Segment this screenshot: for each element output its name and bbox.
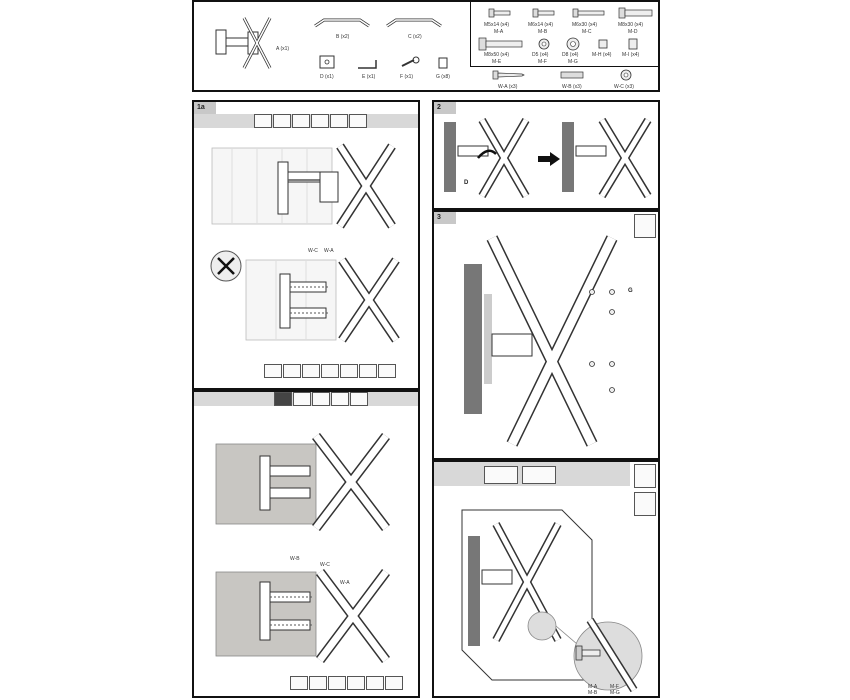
step-2-panel (432, 100, 660, 210)
spacer-mi-icon (628, 38, 638, 50)
step-1a-panel (192, 100, 420, 390)
screw-m5x14-icon (488, 8, 512, 18)
hw-1-code: M-B (538, 29, 548, 35)
pencil-tool-icon (311, 114, 329, 128)
wood-stud-fixing-illustration (246, 256, 406, 346)
wall-0-label: W-A (x3) (498, 84, 518, 90)
x-option-icon (522, 466, 556, 484)
x-mark-icon (347, 676, 365, 690)
hw-0-size: M5x14 (x4) (484, 22, 510, 28)
check-mark-icon (321, 364, 339, 378)
callout-4a-ma: M-A (588, 684, 598, 690)
x-mark-icon (359, 364, 377, 378)
screw-m8x50-icon (478, 38, 524, 50)
wall-plug-wb-icon (560, 70, 584, 80)
drill-tool-icon (254, 114, 272, 128)
washer-d8-icon (566, 37, 580, 51)
drill-bit-icon (273, 114, 291, 128)
parts-divider-vertical (470, 2, 471, 66)
step-2-result-illustration (562, 116, 654, 202)
drill-tool-icon (293, 392, 311, 406)
step-1a-tag: 1a (194, 102, 216, 114)
part-f-wrench-icon (400, 56, 420, 70)
x-mark-icon (366, 676, 384, 690)
hw-6-size: D8 (x4) (562, 52, 579, 58)
drill-small-icon (283, 364, 301, 378)
not-allowed-drywall-icon (210, 250, 242, 282)
screw-m8x30-icon (618, 8, 654, 18)
hw-1-size: M6x14 (x4) (528, 22, 554, 28)
callout-4a-mg: M-G (610, 690, 620, 696)
drill-small-icon (290, 676, 308, 690)
part-a-bracket-icon (214, 12, 274, 74)
wood-stud-icon (349, 114, 367, 128)
screwdriver-tool-icon (330, 114, 348, 128)
hw-3-code: M-D (628, 29, 638, 35)
step-4a-option-icons (484, 466, 556, 484)
callout-1b-wa: W-A (340, 580, 350, 586)
hw-7-size: M-H (x4) (592, 52, 612, 58)
part-c-arm-icon (384, 16, 444, 30)
check-option-icon (484, 466, 518, 484)
part-f-label: F (x1) (400, 74, 414, 80)
wrench-small-icon (378, 364, 396, 378)
tv-bracket-attach-illustration (462, 234, 642, 454)
hw-6-code: M-G (568, 59, 578, 65)
callout-1a-wc: W-C (308, 248, 318, 254)
spacer-mh-icon (598, 39, 608, 49)
hw-5-size: D5 (x4) (532, 52, 549, 58)
step-1b-footer-icons (290, 676, 403, 690)
callout-step2-d: D (464, 180, 469, 186)
hw-2-code: M-C (582, 29, 592, 35)
step-3-panel (432, 210, 660, 460)
hw-4-code: M-E (492, 59, 502, 65)
level-tool-icon (312, 392, 330, 406)
step-3-tag: 3 (434, 212, 456, 224)
part-c-label: C (x2) (408, 34, 422, 40)
pencil-tool-icon (331, 392, 349, 406)
concrete-wall-fixing-illustration (216, 568, 396, 668)
part-e-label: E (x1) (362, 74, 376, 80)
level-tool-icon (292, 114, 310, 128)
callout-1b-wc: W-C (320, 562, 330, 568)
part-g-spacer-icon (436, 56, 450, 70)
concrete-wall-illustration (216, 432, 396, 532)
wall-washer-wc-icon (620, 69, 632, 81)
step-1b-tool-icons (274, 392, 368, 406)
tv-mount-final-illustration (462, 500, 642, 696)
step-2-tag: 2 (434, 102, 456, 114)
callout-1b-wb: W-B (290, 556, 300, 562)
step-1a-tool-icons (254, 114, 367, 128)
stud-wall-icon (264, 364, 282, 378)
callout-4a-mf: M-F (610, 684, 619, 690)
parts-divider-horizontal (470, 66, 660, 67)
part-g-label: G (x8) (436, 74, 450, 80)
hw-2-size: M6x30 (x4) (572, 22, 598, 28)
part-a-label: A (x1) (276, 46, 290, 52)
screwdriver-tool-icon (350, 392, 368, 406)
step-1a-footer-icons (264, 364, 396, 378)
arrow-right-icon (538, 152, 560, 166)
hw-3-size: M8x30 (x4) (618, 22, 644, 28)
washer-d5-icon (538, 38, 550, 50)
wood-stud-wall-illustration (212, 142, 402, 232)
screw-m6x30-icon (572, 8, 606, 18)
wall-screw-wa-icon (492, 70, 526, 80)
step-1b-panel (192, 390, 420, 698)
hw-5-code: M-F (538, 59, 547, 65)
callout-1a-wa: W-A (324, 248, 334, 254)
wrench-small-icon (385, 676, 403, 690)
part-e-allen-key-icon (356, 58, 380, 72)
screwdriver-small-icon (309, 676, 327, 690)
wall-2-label: W-C (x3) (614, 84, 634, 90)
wall-1-label: W-B (x3) (562, 84, 582, 90)
part-b-arm-icon (312, 16, 372, 30)
check-mark-icon (328, 676, 346, 690)
step-2-attach-illustration (444, 116, 530, 202)
hw-0-code: M-A (494, 29, 504, 35)
concrete-wall-icon (274, 392, 292, 406)
callout-step3-g: G (628, 288, 633, 294)
part-d-label: D (x1) (320, 74, 334, 80)
part-d-plate-icon (318, 54, 338, 70)
step-4a-panel (432, 460, 660, 698)
screwdriver-small-icon (302, 364, 320, 378)
hw-8-size: M-I (x4) (622, 52, 640, 58)
x-mark-icon (340, 364, 358, 378)
two-people-icon (634, 464, 656, 488)
parts-list-panel (192, 0, 660, 92)
screw-m6x14-icon (532, 8, 556, 18)
part-b-label: B (x2) (336, 34, 350, 40)
callout-4a-mb: M-B (588, 690, 598, 696)
hw-4-size: M8x50 (x4) (484, 52, 510, 58)
